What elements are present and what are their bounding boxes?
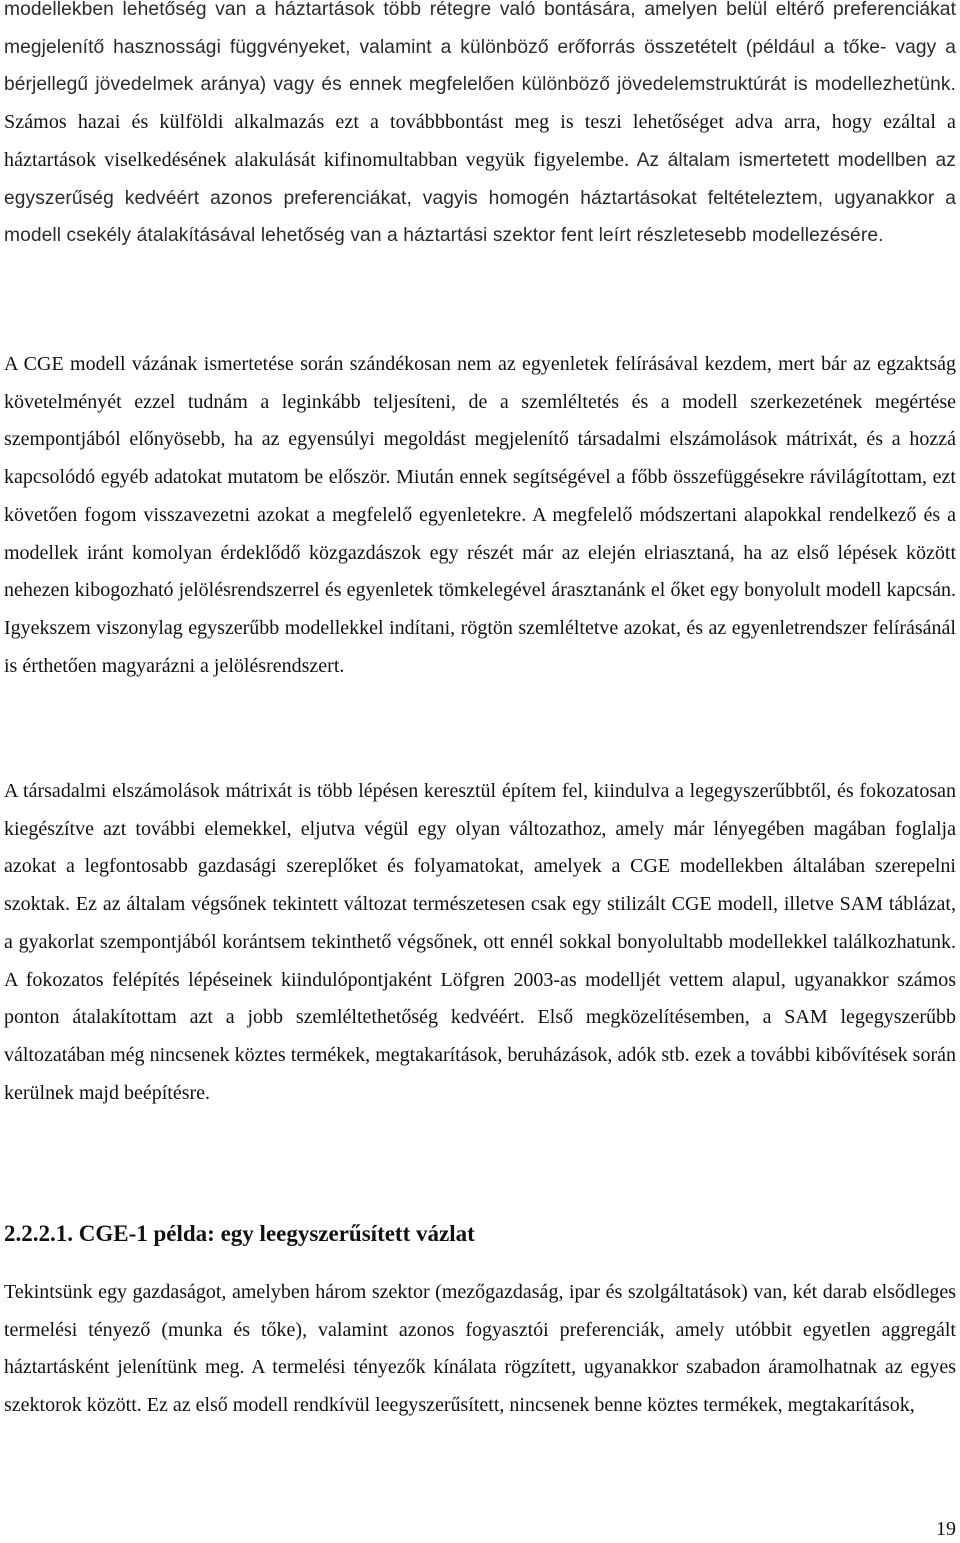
body-paragraph-4: Tekintsünk egy gazdaságot, amelyben három szektor (mezőgazdaság, ipar és szolgáltatások) van, két darab elsődleges termelési tényező (munka és tőke), valamint azonos fogyasztói preferenciák, amely utóbbit egyetlen aggregált háztartásként jelenítünk meg. A termelési tényezők kínálata rögzített, ugyanakkor szabadon áramolhatnak az egyes szektorok között. Ez az első modell rendkívül leegyszerűsített, nincsenek benne köztes termékek, megtakarítások, (4, 1281, 956, 1417)
page-number: 19 (936, 1518, 956, 1540)
body-paragraph-3: A társadalmi elszámolások mátrixát is több lépésen keresztül építem fel, kiindulva a legegyszerűbbtől, és fokozatosan kiegészítve azt további elemekkel, eljutva végül egy olyan változathoz, amely már lényegében magában foglalja azokat a legfontosabb gazdasági szereplőket és folyamatokat, amelyek a CGE modellekben általában szerepelni szoktak. Ez az általam végsőnek tekintett változat természetesen csak egy stilizált CGE modell, illetve SAM táblázat, a gyakorlat szempontjából korántsem tekinthető végsőnek, ott ennél sokkal bonyolultabb modellekkel találkozhatunk. A fokozatos felépítés lépéseinek kiindulópontjaként Löfgren 2003-as modelljét vettem alapul, ugyanakkor számos ponton átalakítottam azt a jobb szemléltethetőség kedvéért. Első megközelítésemben, a SAM legegyszerűbb változatában még nincsenek köztes termékek, megtakarítások, beruházások, adók stb. ezek a további kibővítések során kerülnek majd beépítésre. (4, 780, 956, 1104)
section-heading: 2.2.2.1. CGE-1 példa: egy leegyszerűsített vázlat (4, 1221, 475, 1246)
paragraph-1-text-c: Az általam ismertetett modellben az egyszerűség kedvéért azonos preferenciákat, vagyis homogén háztartásokat feltételeztem, ugyanakkor a modell csekély átalakításával lehetőség van a háztartási szektor fent leírt részletesebb modellezésére. (4, 149, 957, 247)
paragraph-1-text-b: Számos hazai és külföldi alkalmazás ezt a továbbbontást meg is teszi lehetőséget adva arra, hogy ezáltal a háztartások viselkedésének alakulását kifinomultabban vegyük figyelembe. (4, 111, 956, 171)
paragraph-1-text-a: modellekben lehetőség van a háztartások több rétegre való bontására, amelyen belül eltérő preferenciákat megjelenítő hasznossági függvényeket, valamint a különböző erőforrás összetételt (például a tőke- vagy a bérjellegű jövedelmek aránya) vagy és ennek megfelelően különböző jövedelemstruktúrát is modellezhetünk. (4, 0, 956, 96)
body-paragraph-1 (4, 0, 956, 255)
body-paragraph-2: A CGE modell vázának ismertetése során szándékosan nem az egyenletek felírásával kezdem, mert bár az egzaktság követelményét ezzel tudnám a leginkább teljesíteni, de a szemléltetés és a modell szerkezetének megértése szempontjából előnyösebb, ha az egyensúlyi megoldást megjelenítő társadalmi elszámolások mátrixát, és a hozzá kapcsolódó egyéb adatokat mutatom be először. Miután ennek segítségével a főbb összefüggésekre rávilágítottam, ezt követően fogom visszavezetni azokat a megfelelő egyenletekre. A megfelelő módszertani alapokkal rendelkező és a modellek iránt komolyan érdeklődő közgazdászok egy részét már az elején elriasztaná, ha az első lépések között nehezen kibogozható jelölésrendszerrel és egyenletek tömkelegével árasztanánk el őket egy bonyolult modell kapcsán. Igyekszem viszonylag egyszerűbb modellekkel indítani, rögtön szemléltetve azokat, és az egyenletrendszer felírásánál is érthetően magyarázni a jelölésrendszert. (4, 353, 956, 677)
